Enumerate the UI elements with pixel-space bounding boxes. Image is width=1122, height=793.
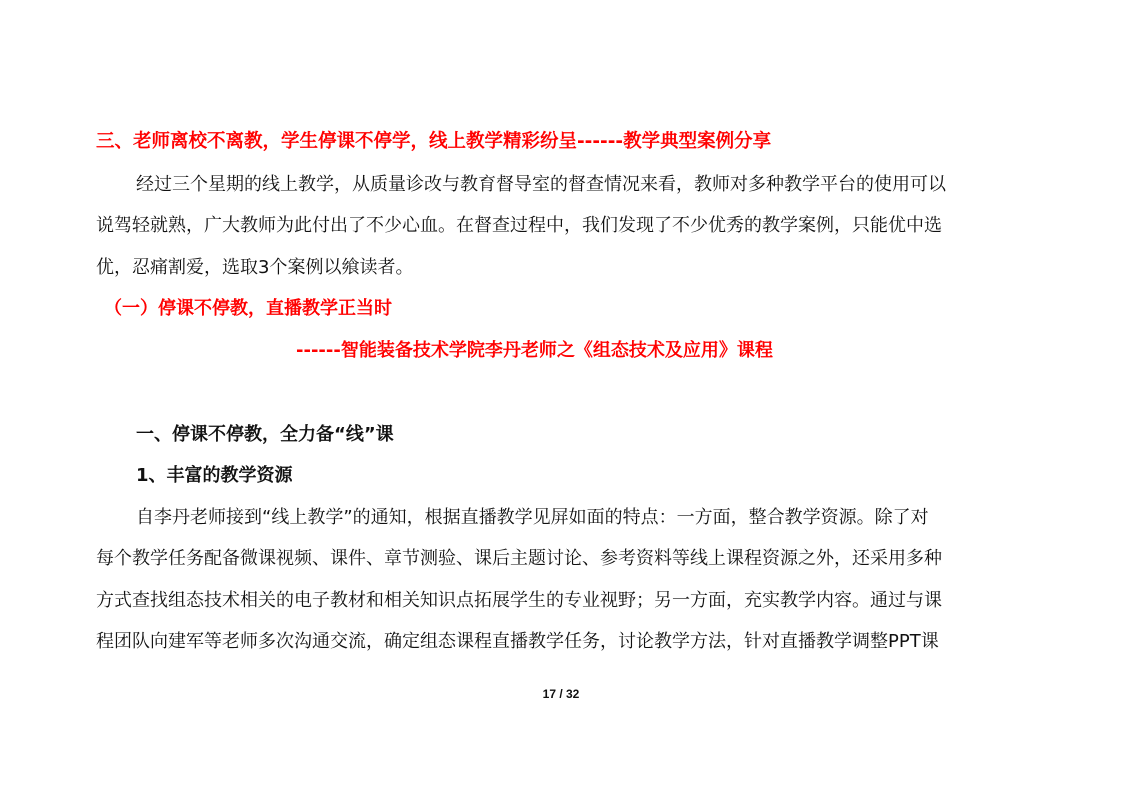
intro-paragraph-line-2: 说驾轻就熟，广大教师为此付出了不少心血。在督查过程中，我们发现了不少优秀的教学案例，只能优中选 <box>96 215 942 236</box>
resource-paragraph-line-3: 方式查找组态技术相关的电子教材和相关知识点拓展学生的专业视野；另一方面，充实教学内容。通过与课 <box>96 590 942 611</box>
page-number: 17 / 32 <box>542 687 580 701</box>
case-subtitle: ------智能装备技术学院李丹老师之《组态技术及应用》课程 <box>296 340 773 361</box>
heading-1-1: 1、丰富的教学资源 <box>136 465 293 486</box>
heading-1: 一、停课不停教，全力备“线”课 <box>136 424 394 445</box>
resource-paragraph-line-1: 自李丹老师接到“线上教学”的通知，根据直播教学见屏如面的特点：一方面，整合教学资源。除了对 <box>136 507 929 528</box>
case-title: （一）停课不停教，直播教学正当时 <box>104 298 392 319</box>
resource-paragraph-line-2: 每个教学任务配备微课视频、课件、章节测验、课后主题讨论、参考资料等线上课程资源之外，还采用多种 <box>96 548 942 569</box>
resource-paragraph-line-4: 程团队向建军等老师多次沟通交流，确定组态课程直播教学任务，讨论教学方法，针对直播教学调整PPT课 <box>96 631 939 652</box>
intro-paragraph-line-1: 经过三个星期的线上教学，从质量诊改与教育督导室的督查情况来看，教师对多种教学平台的使用可以 <box>136 174 946 195</box>
intro-paragraph-line-3: 优，忍痛割爱，选取3个案例以飨读者。 <box>96 257 414 278</box>
section-title: 三、老师离校不离教，学生停课不停学，线上教学精彩纷呈------教学典型案例分享 <box>96 131 772 152</box>
